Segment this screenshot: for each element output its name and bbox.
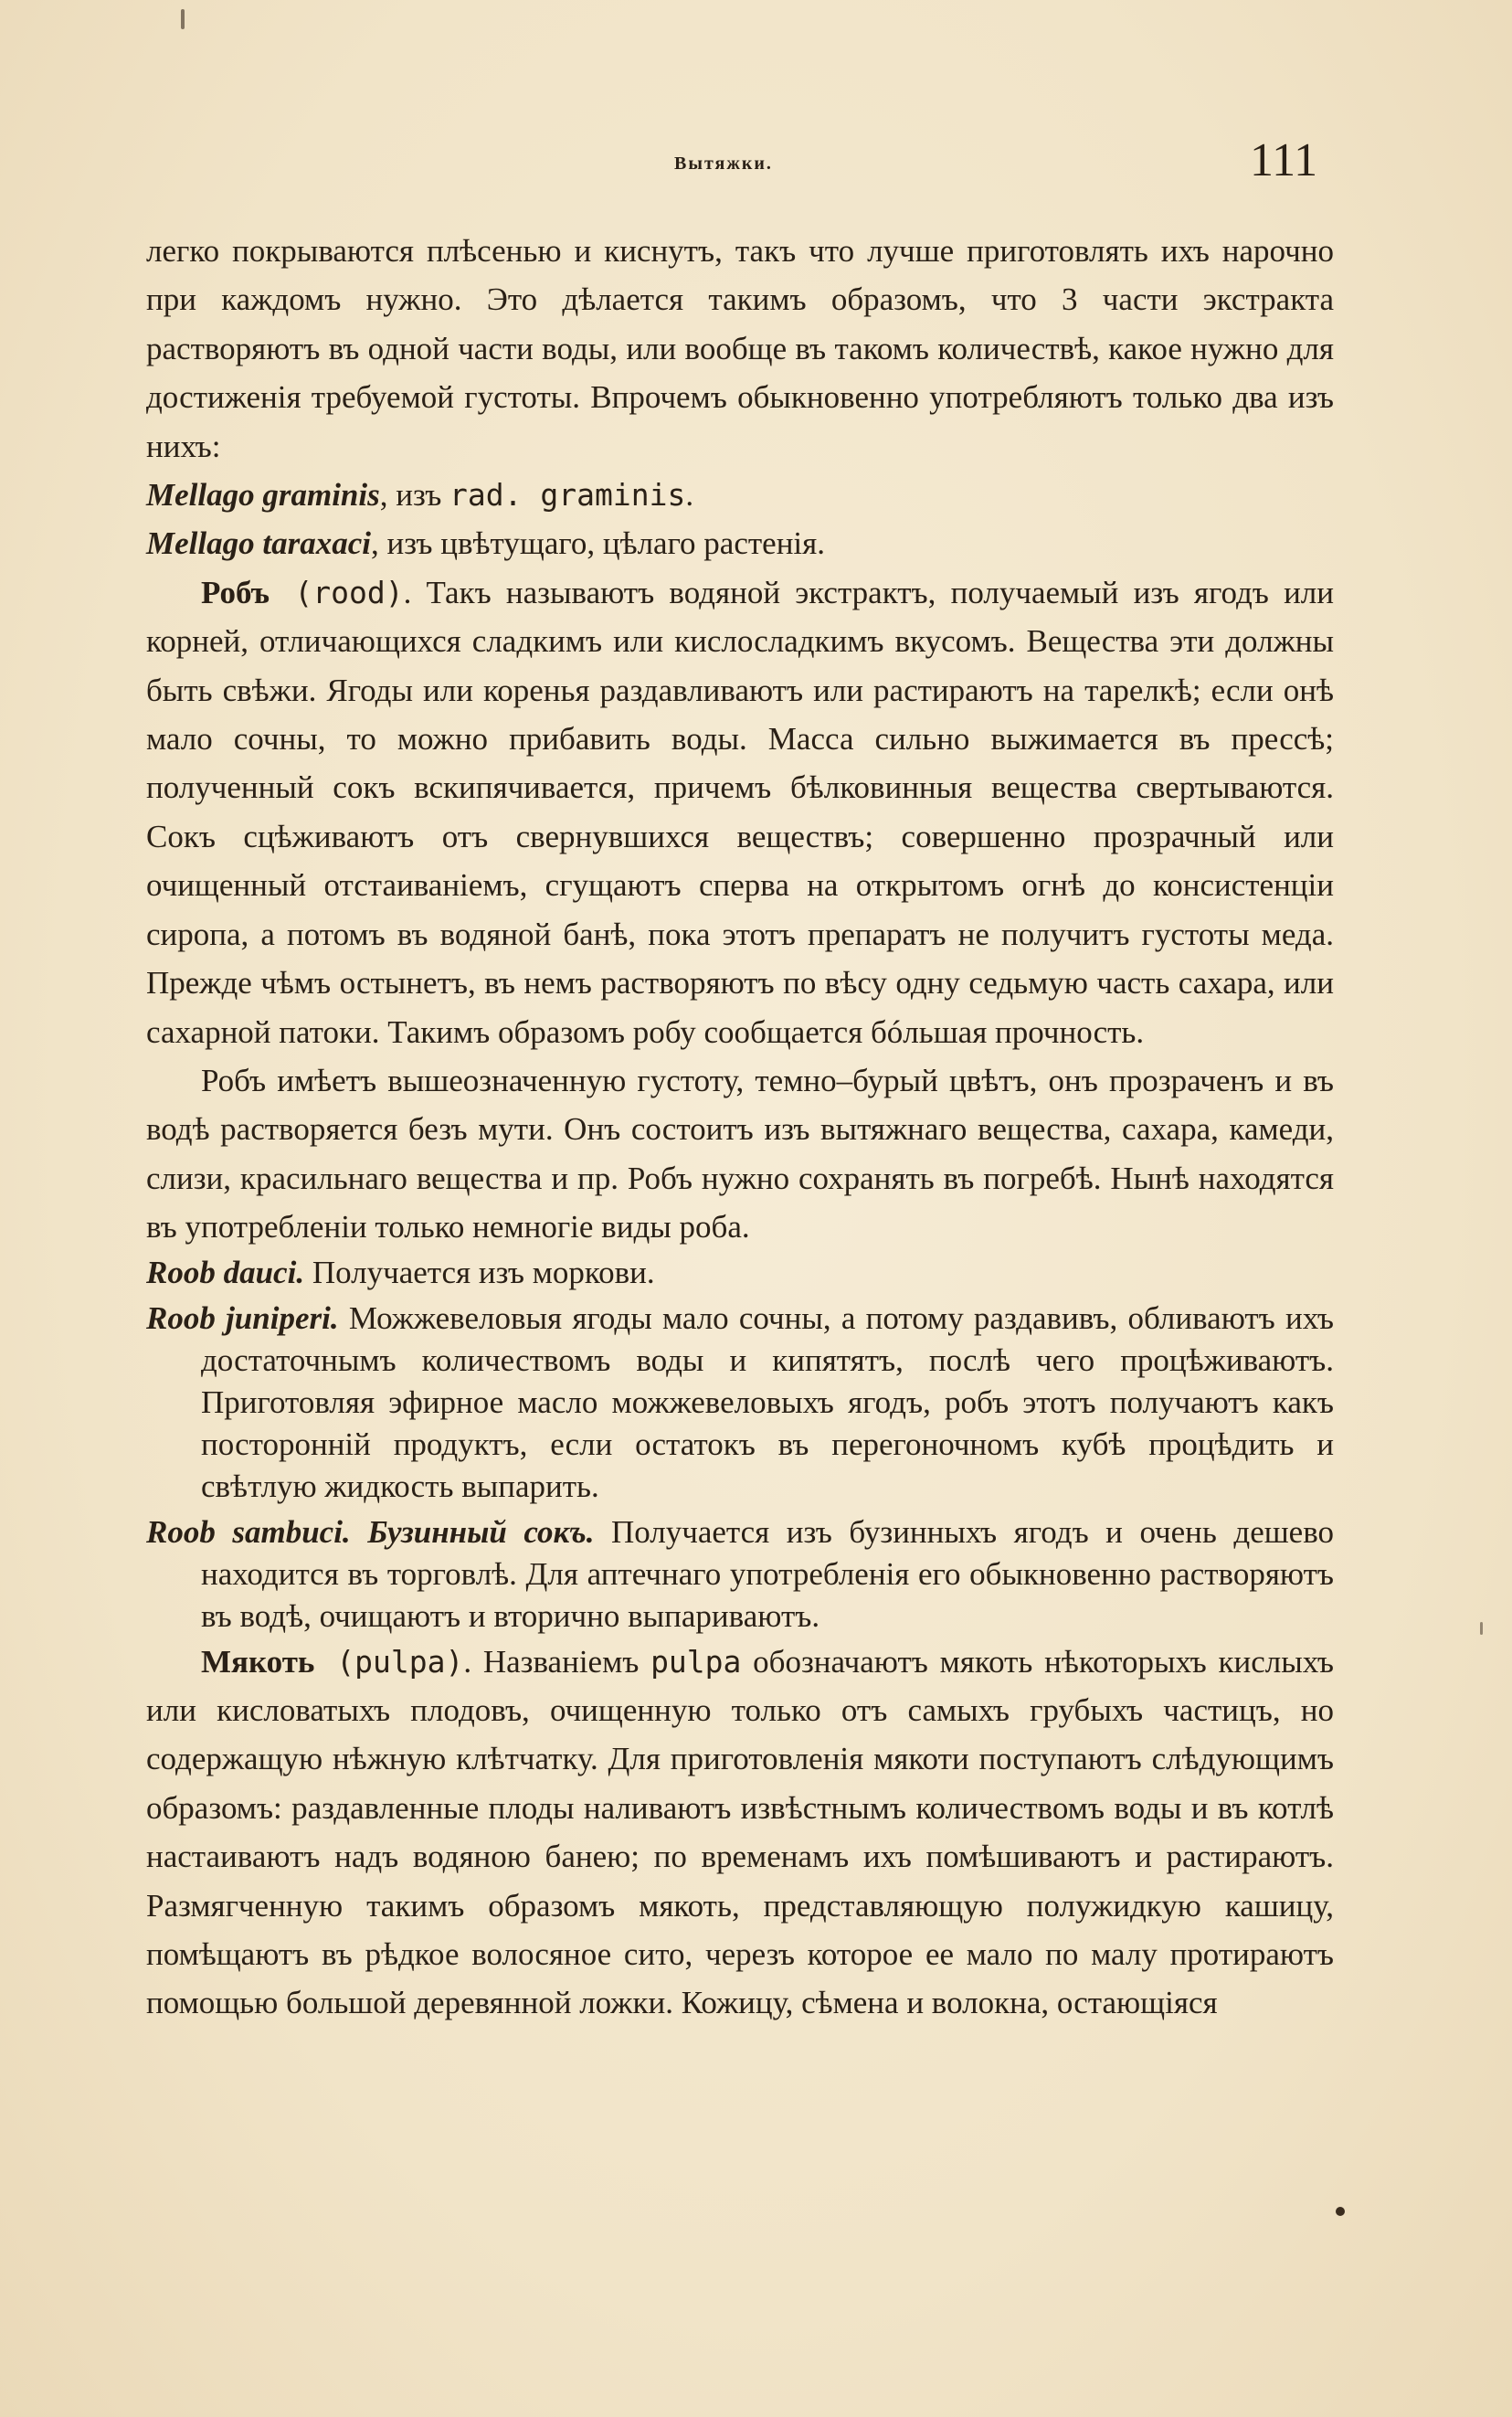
entry-roob-juniperi bbox=[146, 1298, 1334, 1508]
entry-text: Можжевеловыя ягоды мало сочны, а потому раздавивъ, обливаютъ ихъ достаточнымъ количествомъ воды и кипятятъ, послѣ чего процѣживаютъ. Приготовляя эфирное масло можжевеловыхъ ягодъ, робъ этотъ получаютъ какъ посторонній продуктъ, если остатокъ въ перегоночномъ кубѣ процѣдить и свѣтлую жидкость выпарить. bbox=[201, 1299, 1335, 1504]
latin-rad-graminis: rad. graminis bbox=[449, 477, 686, 514]
entry-end: . bbox=[685, 477, 694, 514]
entry-text: , изъ цвѣтущаго, цѣлаго растенія. bbox=[370, 525, 826, 562]
term-roob-dauci: Roob dauci. bbox=[146, 1254, 305, 1290]
term-roob-sambuci: Roob sambuci. Бузинный сокъ. bbox=[146, 1513, 595, 1550]
section-rob bbox=[146, 568, 1334, 1056]
entry-roob-dauci bbox=[146, 1252, 1334, 1294]
section-pulpa-text: . Названіемъ bbox=[463, 1643, 651, 1680]
entry-text: Получается изъ бузинныхъ ягодъ и очень дешево находится въ торговлѣ. Для аптечнаго употребленія его обыкновенно растворяютъ въ водѣ, очищаютъ и вторично выпариваютъ. bbox=[201, 1513, 1335, 1634]
entry-text: , изъ bbox=[379, 477, 450, 514]
entry-roob-sambuci bbox=[146, 1511, 1334, 1638]
page-body bbox=[146, 227, 1334, 2028]
latin-pulpa-inline: pulpa bbox=[650, 1643, 742, 1680]
heading-pulpa: Мякоть bbox=[201, 1643, 315, 1680]
running-head: Вытяжки. bbox=[674, 154, 773, 174]
ink-speck bbox=[1480, 1622, 1483, 1635]
ink-speck bbox=[1336, 2207, 1345, 2216]
term-mellago-graminis: Mellago graminis bbox=[146, 477, 380, 514]
latin-pulpa: (pulpa) bbox=[314, 1643, 464, 1680]
entry-text: Получается изъ моркови. bbox=[304, 1254, 655, 1290]
term-mellago-taraxaci: Mellago taraxaci bbox=[146, 525, 371, 562]
paragraph-extract-storage: легко покрываются плѣсенью и киснутъ, такъ что лучше приготовлять ихъ нарочно при каждомъ нужно. Это дѣлается такимъ образомъ, что 3 части экстракта растворяютъ въ одной части воды, или вообще въ такомъ количествѣ, какое нужно для достиженія требуемой густоты. Впрочемъ обыкновенно употребляютъ только два изъ нихъ: bbox=[146, 233, 1334, 464]
heading-rob: Робъ bbox=[201, 574, 270, 610]
page-number: 111 bbox=[1250, 134, 1318, 186]
section-pulpa-text-2: обозначаютъ мякоть нѣкоторыхъ кислыхъ или кисловатыхъ плодовъ, очищенную только отъ самыхъ грубыхъ частицъ, но содержащую нѣжную клѣтчатку. Для приготовленія мякоти поступаютъ слѣдующимъ образомъ: раздавленные плоды наливаютъ извѣстнымъ количествомъ воды и въ котлѣ настаиваютъ надъ водяною банею; по временамъ ихъ помѣшиваютъ и растираютъ. Размягченную такимъ образомъ мякоть, представляющую полужидкую кашицу, помѣщаютъ въ рѣдкое волосяное сито, черезъ которое ее мало по малу протираютъ помощью большой деревянной ложки. Кожицу, сѣмена и волокна, остающіяся bbox=[146, 1643, 1334, 2021]
entry-mellago-graminis bbox=[146, 471, 1334, 519]
entry-mellago-taraxaci bbox=[146, 519, 1334, 567]
term-roob-juniperi: Roob juniperi. bbox=[146, 1299, 339, 1336]
latin-rood: (rood) bbox=[270, 574, 404, 610]
paragraph-rob-properties: Робъ имѣетъ вышеозначенную густоту, темно–бурый цвѣтъ, онъ прозраченъ и въ водѣ растворяется безъ мути. Онъ состоитъ изъ вытяжнаго вещества, сахара, камеди, слизи, красильнаго вещества и пр. Робъ нужно сохранять въ погребѣ. Нынѣ находятся въ употребленіи только немногіе виды роба. bbox=[146, 1062, 1334, 1246]
section-rob-text: . Такъ называютъ водяной экстрактъ, получаемый изъ ягодъ или корней, отличающихся сладкимъ или кислосладкимъ вкусомъ. Вещества эти должны быть свѣжи. Ягоды или коренья раздавливаютъ или растираютъ на тарелкѣ; если онѣ мало сочны, то можно прибавить воды. Масса сильно выжимается въ прессѣ; полученный сокъ вскипячивается, причемъ бѣлковинныя вещества свертываются. Сокъ сцѣживаютъ отъ свернувшихся веществъ; совершенно прозрачный или очищенный отстаиваніемъ, сгущаютъ сперва на открытомъ огнѣ до консистенціи сиропа, а потомъ въ водяной банѣ, пока этотъ препаратъ не получитъ густоты меда. Прежде чѣмъ остынетъ, въ немъ растворяютъ по вѣсу одну седьмую часть сахара, или сахарной патоки. Такимъ образомъ робу сообщается бóльшая прочность. bbox=[146, 574, 1334, 1050]
ink-speck bbox=[181, 9, 185, 29]
section-pulpa bbox=[146, 1638, 1334, 2028]
